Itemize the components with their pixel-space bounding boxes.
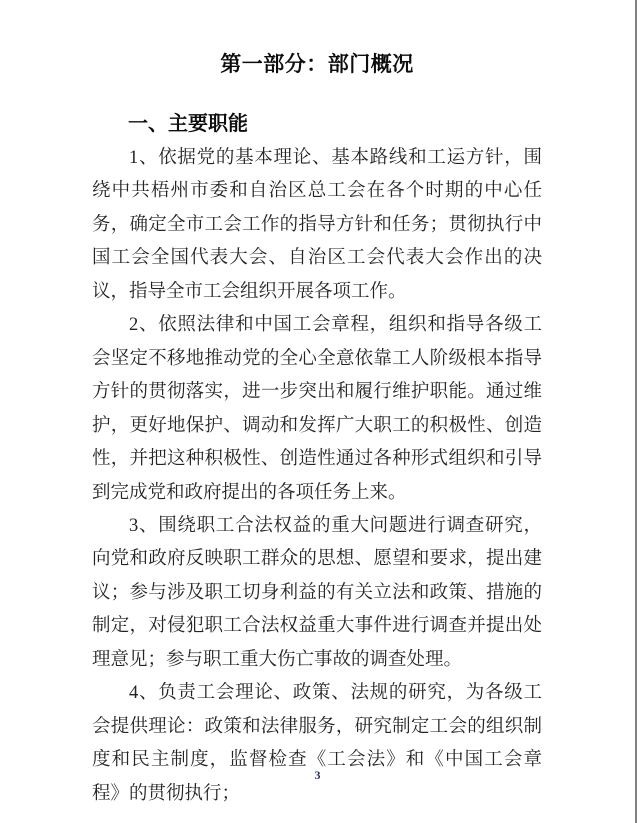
paragraph-3: 3、围绕职工合法权益的重大问题进行调查研究，向党和政府反映职工群众的思想、愿望和要求，提出建议；参与涉及职工切身利益的有关立法和政策、措施的制定，对侵犯职工合法权益重大事件进行调查并提出处理意见；参与职工重大伤亡事故的调查处理。	[92, 515, 542, 670]
section-heading: 一、主要职能	[128, 113, 248, 135]
paragraph-4: 4、负责工会理论、政策、法规的研究，为各级工会提供理论：政策和法律服务，研究制定工会的组织制度和民主制度，监督检查《工会法》和《中国工会章程》的贯彻执行；	[92, 683, 542, 804]
document-title: 第一部分：部门概况	[220, 53, 414, 76]
page-number: 3	[314, 768, 321, 782]
page-right-edge-line	[635, 0, 637, 823]
body-text	[92, 142, 542, 811]
document-content	[92, 0, 542, 811]
paragraph-2: 2、依照法律和中国工会章程，组织和指导各级工会坚定不移地推动党的全心全意依靠工人阶级根本指导方针的贯彻落实，进一步突出和履行维护职能。通过维护，更好地保护、调动和发挥广大职工的积极性、创造性，并把这种积极性、创造性通过各种形式组织和引导到完成党和政府提出的各项任务上来。	[92, 315, 542, 503]
paragraph-1: 1、依据党的基本理论、基本路线和工运方针，围绕中共梧州市委和自治区总工会在各个时期的中心任务，确定全市工会工作的指导方针和任务；贯彻执行中国工会全国代表大会、自治区工会代表大会作出的决议，指导全市工会组织开展各项工作。	[92, 148, 542, 302]
